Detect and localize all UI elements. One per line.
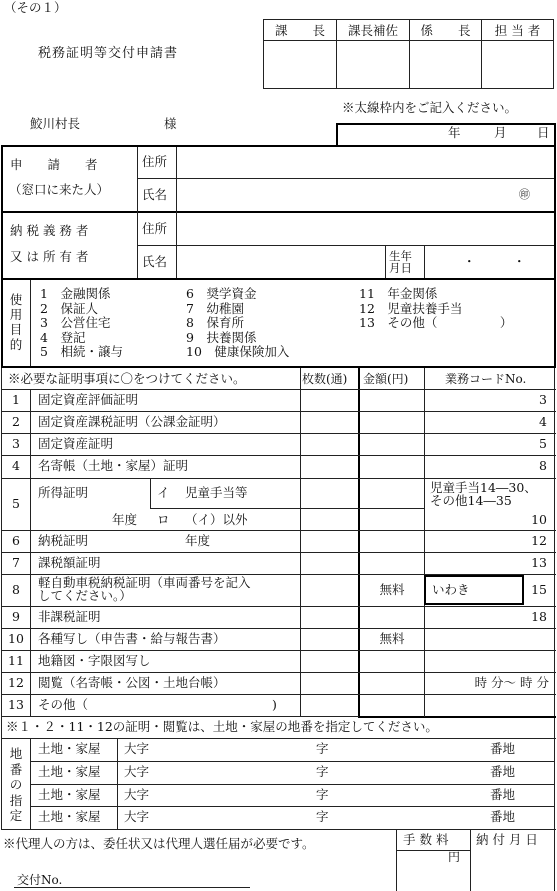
- purpose-option[interactable]: 2 保証人: [40, 300, 98, 316]
- purpose-list-3: [359, 287, 512, 331]
- cert-name[interactable]: 固定資産課税証明（公課金証明）: [38, 414, 226, 429]
- lot-banchi[interactable]: 番地: [490, 741, 516, 756]
- cert-header-amount: 金額(円): [363, 372, 409, 386]
- lot-oaza[interactable]: 大字: [124, 809, 150, 824]
- row-number: 5: [12, 496, 20, 511]
- vehicle-plate-region: いわき: [432, 582, 470, 597]
- other-close-paren: ): [272, 697, 277, 712]
- cert-name[interactable]: 軽自動車税納税証明（車両番号を記入 してください。）: [38, 575, 251, 603]
- business-code: 8: [539, 458, 547, 473]
- applicant-name-field[interactable]: [180, 182, 510, 208]
- row-number: 9: [12, 609, 20, 624]
- business-code: 3: [539, 392, 547, 407]
- page-number: （その１）: [4, 0, 67, 15]
- amount-free: 無料: [379, 582, 405, 597]
- row-number: 13: [8, 697, 24, 712]
- purpose-option[interactable]: 12 児童扶養手当: [359, 300, 463, 316]
- purpose-option[interactable]: 6 奨学資金: [186, 286, 257, 301]
- lot-banchi[interactable]: 番地: [490, 764, 516, 779]
- cert-name[interactable]: 各種写し（申告書・給与報告書）: [38, 631, 226, 646]
- purpose-option[interactable]: 1 金融関係: [40, 286, 111, 301]
- business-code: 4: [539, 414, 547, 429]
- approval-col-staff: 担 当 者: [494, 23, 541, 38]
- purpose-option[interactable]: 10 健康保険加入: [186, 344, 290, 359]
- cert-name[interactable]: 閲覧（名寄帳・公図・土地台帳）: [38, 675, 226, 690]
- row-number: 11: [8, 653, 24, 668]
- purpose-option[interactable]: 7 幼稚園: [186, 300, 244, 316]
- cert-name[interactable]: 固定資産評価証明: [38, 392, 139, 407]
- lot-oaza[interactable]: 大字: [124, 741, 150, 756]
- lot-aza[interactable]: 字: [316, 787, 329, 802]
- lot-type[interactable]: 土地・家屋: [38, 764, 101, 779]
- fiscal-year-label: 年度: [185, 533, 211, 548]
- row-number: 8: [12, 582, 20, 597]
- form-title: 税務証明等交付申請書: [38, 46, 179, 61]
- applicant-address-field[interactable]: [180, 150, 550, 176]
- cert-name[interactable]: 名寄帳（土地・家屋）証明: [38, 458, 189, 473]
- lot-banchi[interactable]: 番地: [490, 787, 516, 802]
- lot-banchi[interactable]: 番地: [490, 809, 516, 824]
- birthdate-label: 生年 月日: [389, 249, 412, 275]
- purpose-option[interactable]: 8 保育所: [186, 315, 244, 330]
- cert-header-item: ※必要な証明事項に〇をつけてください。: [8, 371, 246, 386]
- date-day-label: 日: [537, 125, 550, 140]
- cert-name[interactable]: 固定資産証明: [38, 436, 114, 451]
- fill-instruction: ※太線枠内をご記入ください。: [342, 100, 518, 115]
- row-number: 3: [12, 436, 20, 451]
- cert-name[interactable]: その他（: [38, 697, 89, 712]
- paid-date-label: 納 付 月 日: [476, 832, 538, 847]
- lot-aza[interactable]: 字: [316, 741, 329, 756]
- vehicle-number-field[interactable]: [424, 575, 524, 605]
- income-sub-a-mark: イ: [157, 485, 170, 500]
- applicant-address-label: 住所: [142, 154, 168, 169]
- income-sub-b[interactable]: （イ）以外: [185, 512, 248, 527]
- business-code: 15: [531, 582, 547, 597]
- row-number: 10: [8, 631, 24, 646]
- purpose-list-1: [40, 287, 123, 360]
- date-month-label: 月: [494, 125, 507, 140]
- purpose-label: 使 用 目 的: [9, 292, 23, 352]
- purpose-option[interactable]: 13 その他（ ）: [359, 315, 513, 330]
- seal-mark-icon: ㊞: [519, 188, 530, 201]
- applicant-name-label: 氏名: [142, 187, 168, 202]
- lot-type[interactable]: 土地・家屋: [38, 809, 101, 824]
- taxpayer-name-field[interactable]: [180, 249, 380, 275]
- proxy-note: ※代理人の方は、委任状又は代理人選任届が必要です。: [3, 836, 315, 851]
- row-number: 4: [12, 458, 20, 473]
- date-year-label: 年: [448, 125, 461, 140]
- taxpayer-label-1: 納 税 義 務 者: [10, 223, 89, 238]
- lot-type[interactable]: 土地・家屋: [38, 741, 101, 756]
- applicant-sublabel: （窓口に来た人）: [9, 182, 110, 197]
- purpose-option[interactable]: 3 公営住宅: [40, 315, 111, 330]
- issue-number-label: 交付No.: [17, 873, 63, 887]
- fee-label: 手 数 料: [403, 832, 449, 847]
- business-code: 12: [531, 533, 547, 548]
- row-number: 2: [12, 414, 20, 429]
- viewing-time[interactable]: 時 分～ 時 分: [474, 675, 549, 690]
- yen-label: 円: [448, 850, 461, 864]
- lot-oaza[interactable]: 大字: [124, 764, 150, 779]
- cert-name[interactable]: 所得証明: [38, 485, 89, 500]
- lot-aza[interactable]: 字: [316, 764, 329, 779]
- taxpayer-name-label: 氏名: [142, 254, 168, 269]
- purpose-option[interactable]: 11 年金関係: [359, 286, 438, 301]
- purpose-option[interactable]: 5 相続・譲与: [40, 344, 123, 359]
- birthdate-field[interactable]: ・ ・: [463, 254, 526, 269]
- business-code: 5: [539, 436, 547, 451]
- row-number: 7: [12, 555, 20, 570]
- income-sub-a-code: 児童手当14―30、 その他14―35: [430, 480, 537, 508]
- row-number: 6: [12, 533, 20, 548]
- amount-free: 無料: [379, 631, 405, 646]
- income-sub-a[interactable]: 児童手当等: [185, 485, 248, 500]
- business-code: 18: [531, 609, 547, 624]
- purpose-option[interactable]: 9 扶養関係: [186, 329, 257, 345]
- cert-name[interactable]: 非課税証明: [38, 609, 101, 624]
- applicant-label: 申 請 者: [10, 157, 98, 172]
- cert-header-code: 業務コードNo.: [445, 372, 527, 386]
- lot-label: 地 番 の 指 定: [9, 746, 23, 823]
- purpose-option[interactable]: 4 登記: [40, 329, 86, 345]
- taxpayer-label-2: 又 は 所 有 者: [10, 249, 89, 264]
- taxpayer-address-label: 住所: [142, 221, 168, 236]
- approval-col-deputy: 課長補佐: [347, 23, 398, 38]
- lot-type[interactable]: 土地・家屋: [38, 787, 101, 802]
- row-number: 12: [8, 675, 24, 690]
- row-number: 1: [12, 392, 20, 407]
- lot-aza[interactable]: 字: [316, 809, 329, 824]
- cert-name[interactable]: 課税額証明: [38, 555, 101, 570]
- approval-col-chief: 課 長: [274, 23, 325, 38]
- addressee-sama: 様: [164, 116, 177, 131]
- lot-oaza[interactable]: 大字: [124, 787, 150, 802]
- purpose-list-2: [186, 287, 289, 360]
- income-sub-b-mark: ロ: [157, 512, 170, 527]
- addressee: 鮫川村長: [30, 116, 81, 131]
- cert-header-count: 枚数(通): [302, 372, 348, 386]
- cert-name[interactable]: 地籍図・字限図写し: [38, 653, 151, 668]
- cert-name[interactable]: 納税証明: [38, 533, 89, 548]
- taxpayer-address-field[interactable]: [180, 216, 550, 242]
- business-code: 10: [531, 512, 547, 527]
- fiscal-year-label: 年度: [112, 512, 138, 527]
- approval-col-sub-chief: 係 長: [420, 23, 471, 38]
- lot-note: ※１・２・11・12の証明・閲覧は、土地・家屋の地番を指定してください。: [6, 719, 438, 734]
- business-code: 13: [531, 555, 547, 570]
